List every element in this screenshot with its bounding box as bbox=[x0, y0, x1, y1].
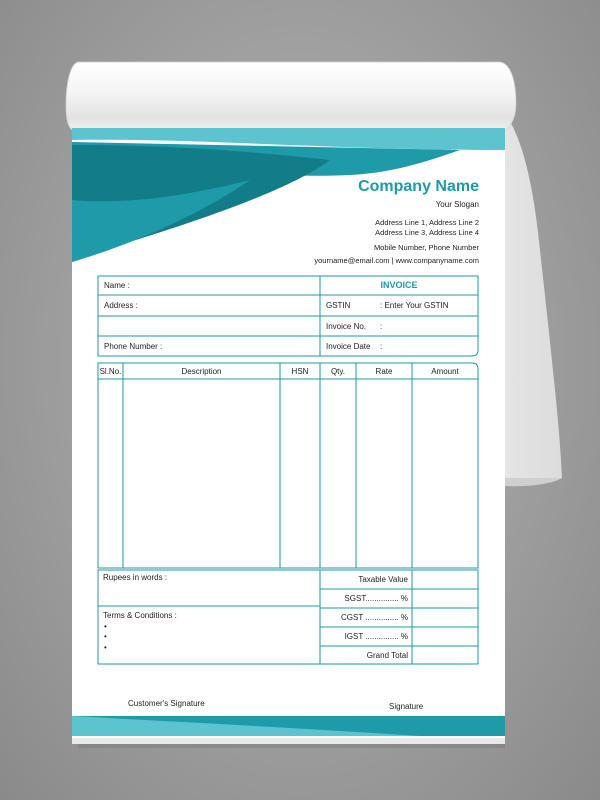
col-header-amount: Amount bbox=[431, 367, 459, 376]
company-name: Company Name bbox=[358, 178, 479, 195]
gstin-label: GSTIN bbox=[326, 301, 351, 310]
col-header-description: Description bbox=[181, 367, 222, 376]
rupees-in-words-label: Rupees in words : bbox=[103, 573, 168, 582]
top-binding-roll bbox=[66, 62, 516, 132]
company-contact: yourname@email.com | www.companyname.com bbox=[314, 256, 479, 265]
terms-bullet: • bbox=[104, 622, 107, 631]
col-header-sl-no: Sl.No. bbox=[99, 367, 122, 376]
address-label: Address : bbox=[104, 301, 138, 310]
address-line-2: Address Line 3, Address Line 4 bbox=[375, 228, 479, 237]
terms-label: Terms & Conditions : bbox=[103, 611, 177, 620]
cgst-label: CGST ............... % bbox=[341, 613, 408, 622]
invoice-date-sep[interactable]: : bbox=[380, 342, 383, 351]
col-header-rate: Rate bbox=[375, 367, 393, 376]
customer-signature-label: Customer's Signature bbox=[128, 699, 205, 708]
terms-bullet: • bbox=[104, 643, 107, 652]
col-header-qty: Qty. bbox=[330, 367, 346, 376]
name-label: Name : bbox=[104, 281, 130, 290]
address-line-1: Address Line 1, Address Line 2 bbox=[375, 218, 479, 227]
phone-label: Phone Number : bbox=[104, 342, 163, 351]
grand-total-label: Grand Total bbox=[366, 651, 408, 660]
igst-label: IGST ............... % bbox=[344, 632, 408, 641]
col-header-hsn: HSN bbox=[291, 367, 309, 376]
terms-bullet: • bbox=[104, 632, 107, 641]
signature-label: Signature bbox=[389, 702, 424, 711]
invoice-title: INVOICE bbox=[380, 280, 418, 290]
gstin-value[interactable]: : Enter Your GSTIN bbox=[380, 301, 449, 310]
invoice-no-sep[interactable]: : bbox=[380, 322, 383, 331]
invoice-no-label: Invoice No. bbox=[326, 322, 367, 331]
company-phones: Mobile Number, Phone Number bbox=[373, 243, 479, 252]
company-slogan: Your Slogan bbox=[435, 200, 479, 209]
invoice-date-label: Invoice Date bbox=[326, 342, 371, 351]
taxable-value-label: Taxable Value bbox=[358, 575, 408, 584]
curled-page-edge bbox=[505, 478, 562, 486]
sgst-label: SGST............... % bbox=[344, 594, 408, 603]
